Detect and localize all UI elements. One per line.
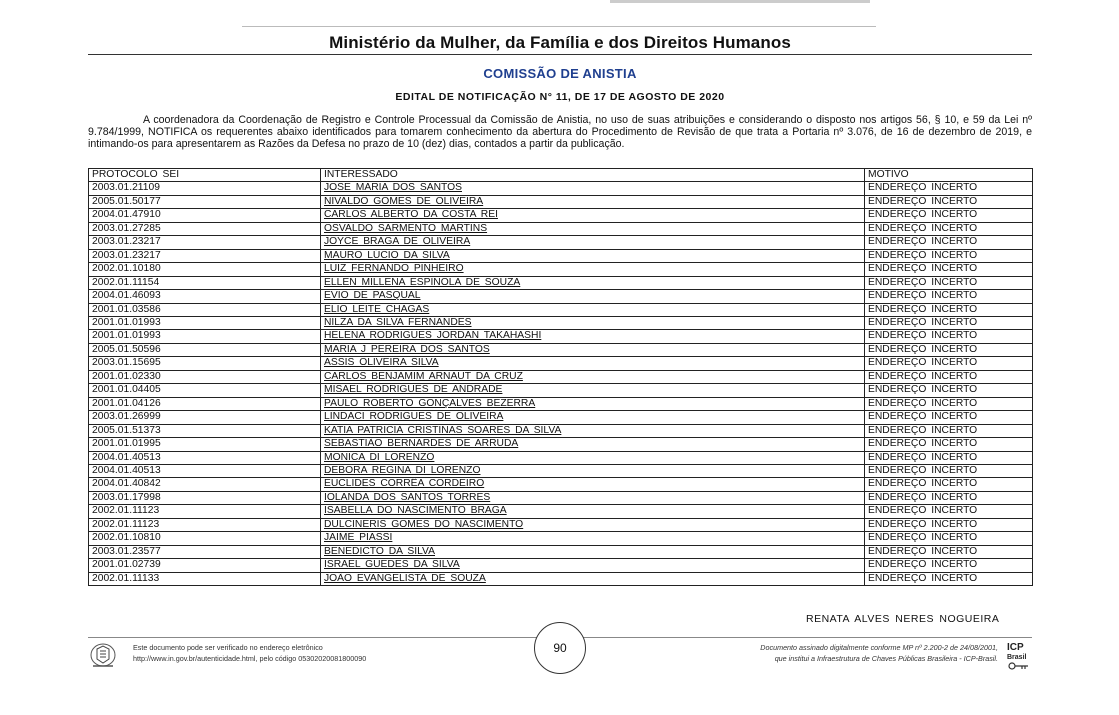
protocolo-cell: 2001.01.02330 bbox=[89, 370, 321, 383]
table-row bbox=[89, 572, 1033, 585]
notice-paragraph: A coordenadora da Coordenação de Registro e Controle Processual da Comissão de Anistia, no uso de suas atribuições e considerando o disposto nos artigos 56, § 10, e 59 da Lei nº 9.784/1999, NOTIFICA os requerentes abaixo identificados para tomarem conhecimento da abertura do Procedimento de Revisão de que trata a Portaria nº 3.076, de 16 de dezembro de 2019, e intimando-os para apresentarem as Razões da Defesa no prazo de 10 (dez) dias, contados a partir da publicação. bbox=[88, 114, 1032, 151]
motivo-cell: ENDEREÇO INCERTO bbox=[865, 451, 1033, 464]
motivo-cell: ENDEREÇO INCERTO bbox=[865, 572, 1033, 585]
motivo-cell: ENDEREÇO INCERTO bbox=[865, 222, 1033, 235]
protocolo-cell: 2003.01.23577 bbox=[89, 545, 321, 558]
table-row bbox=[89, 532, 1033, 545]
motivo-cell: ENDEREÇO INCERTO bbox=[865, 559, 1033, 572]
protocolo-cell: 2002.01.10810 bbox=[89, 532, 321, 545]
motivo-cell: ENDEREÇO INCERTO bbox=[865, 478, 1033, 491]
interessado-cell: ELIO LEITE CHAGAS bbox=[321, 303, 865, 316]
motivo-cell: ENDEREÇO INCERTO bbox=[865, 424, 1033, 437]
protocolo-cell: 2005.01.51373 bbox=[89, 424, 321, 437]
protocolo-cell: 2004.01.40513 bbox=[89, 451, 321, 464]
interessado-cell: DULCINERIS GOMES DO NASCIMENTO bbox=[321, 518, 865, 531]
verification-note bbox=[133, 642, 366, 664]
table-row bbox=[89, 263, 1033, 276]
interessado-cell: ELLEN MILLENA ESPINOLA DE SOUZA bbox=[321, 276, 865, 289]
interessado-cell: ISABELLA DO NASCIMENTO BRAGA bbox=[321, 505, 865, 518]
table-row bbox=[89, 182, 1033, 195]
table-row bbox=[89, 559, 1033, 572]
table-row bbox=[89, 505, 1033, 518]
protocolo-cell: 2001.01.01993 bbox=[89, 316, 321, 329]
header-protocolo: PROTOCOLO SEI bbox=[89, 169, 321, 182]
icp-brasil-key-icon bbox=[1006, 640, 1036, 672]
interessado-cell: SEBASTIÃO BERNARDES DE ARRUDA bbox=[321, 438, 865, 451]
table-header-row bbox=[89, 169, 1033, 182]
motivo-cell: ENDEREÇO INCERTO bbox=[865, 505, 1033, 518]
motivo-cell: ENDEREÇO INCERTO bbox=[865, 276, 1033, 289]
motivo-cell: ENDEREÇO INCERTO bbox=[865, 545, 1033, 558]
edital-title: EDITAL DE NOTIFICAÇÃO N° 11, DE 17 DE AGOSTO DE 2020 bbox=[395, 91, 725, 103]
table-row bbox=[89, 478, 1033, 491]
interessado-cell: JOSE MARIA DOS SANTOS bbox=[321, 182, 865, 195]
table-row bbox=[89, 209, 1033, 222]
motivo-cell: ENDEREÇO INCERTO bbox=[865, 249, 1033, 262]
protocolo-cell: 2001.01.04126 bbox=[89, 397, 321, 410]
header-motivo: MOTIVO bbox=[865, 169, 1033, 182]
table-row bbox=[89, 464, 1033, 477]
interessado-cell: IOLANDA DOS SANTOS TORRES bbox=[321, 491, 865, 504]
table-row bbox=[89, 236, 1033, 249]
protocolo-cell: 2002.01.10180 bbox=[89, 263, 321, 276]
motivo-cell: ENDEREÇO INCERTO bbox=[865, 518, 1033, 531]
protocolo-cell: 2003.01.17998 bbox=[89, 491, 321, 504]
table-row bbox=[89, 397, 1033, 410]
interessado-cell: OSVALDO SARMENTO MARTINS bbox=[321, 222, 865, 235]
motivo-cell: ENDEREÇO INCERTO bbox=[865, 290, 1033, 303]
table-row bbox=[89, 303, 1033, 316]
svg-text:Brasil: Brasil bbox=[1007, 654, 1027, 661]
table-row bbox=[89, 357, 1033, 370]
table-body bbox=[89, 169, 1033, 586]
table-row bbox=[89, 370, 1033, 383]
interessado-cell: JAIME PIASSI bbox=[321, 532, 865, 545]
protocolo-cell: 2004.01.46093 bbox=[89, 290, 321, 303]
motivo-cell: ENDEREÇO INCERTO bbox=[865, 384, 1033, 397]
signature-line-2: que institui a Infraestrutura de Chaves Públicas Brasileira - ICP-Brasil. bbox=[774, 654, 998, 663]
interessado-cell: ASSIS OLIVEIRA SILVA bbox=[321, 357, 865, 370]
interessado-cell: PAULO ROBERTO GONÇALVES BEZERRA bbox=[321, 397, 865, 410]
imprensa-nacional-emblem-icon bbox=[88, 642, 118, 670]
motivo-cell: ENDEREÇO INCERTO bbox=[865, 438, 1033, 451]
table-row bbox=[89, 545, 1033, 558]
motivo-cell: ENDEREÇO INCERTO bbox=[865, 397, 1033, 410]
motivo-cell: ENDEREÇO INCERTO bbox=[865, 464, 1033, 477]
ministry-title: Ministério da Mulher, da Família e dos Direitos Humanos bbox=[329, 33, 791, 52]
protocolo-cell: 2001.01.04405 bbox=[89, 384, 321, 397]
top-divider bbox=[242, 26, 876, 27]
table-row bbox=[89, 518, 1033, 531]
protocolo-cell: 2003.01.27285 bbox=[89, 222, 321, 235]
table-row bbox=[89, 222, 1033, 235]
header-interessado: INTERESSADO bbox=[321, 169, 865, 182]
motivo-cell: ENDEREÇO INCERTO bbox=[865, 330, 1033, 343]
protocolo-cell: 2003.01.21109 bbox=[89, 182, 321, 195]
protocolo-cell: 2002.01.11123 bbox=[89, 518, 321, 531]
commission-title: COMISSÃO DE ANISTIA bbox=[483, 66, 637, 81]
interessado-cell: KATIA PATRICIA CRISTINAS SOARES DA SILVA bbox=[321, 424, 865, 437]
motivo-cell: ENDEREÇO INCERTO bbox=[865, 316, 1033, 329]
interessado-cell: JOYCE BRAGA DE OLIVEIRA bbox=[321, 236, 865, 249]
table-row bbox=[89, 249, 1033, 262]
interessado-cell: NILZA DA SILVA FERNANDES bbox=[321, 316, 865, 329]
title-rule bbox=[88, 54, 1032, 55]
motivo-cell: ENDEREÇO INCERTO bbox=[865, 370, 1033, 383]
motivo-cell: ENDEREÇO INCERTO bbox=[865, 209, 1033, 222]
table-row bbox=[89, 290, 1033, 303]
interessado-cell: CARLOS ALBERTO DA COSTA REI bbox=[321, 209, 865, 222]
protocolo-cell: 2003.01.23217 bbox=[89, 236, 321, 249]
table-row bbox=[89, 411, 1033, 424]
svg-text:ICP: ICP bbox=[1007, 642, 1024, 653]
interessado-cell: DEBORA REGINA DI LORENZO bbox=[321, 464, 865, 477]
interessado-cell: HELENA RODRIGUES JORDAN TAKAHASHI bbox=[321, 330, 865, 343]
table-row bbox=[89, 195, 1033, 208]
motivo-cell: ENDEREÇO INCERTO bbox=[865, 303, 1033, 316]
interessado-cell: NIVALDO GOMES DE OLIVEIRA bbox=[321, 195, 865, 208]
motivo-cell: ENDEREÇO INCERTO bbox=[865, 263, 1033, 276]
protocolo-cell: 2004.01.40842 bbox=[89, 478, 321, 491]
table-row bbox=[89, 491, 1033, 504]
interessado-cell: JOÃO EVANGELISTA DE SOUZA bbox=[321, 572, 865, 585]
interessado-cell: EUCLIDES CORRÊA CORDEIRO bbox=[321, 478, 865, 491]
page-number: 90 bbox=[534, 622, 586, 674]
interessado-cell: ISRAEL GUEDES DA SILVA bbox=[321, 559, 865, 572]
table-row bbox=[89, 276, 1033, 289]
interessado-cell: CARLOS BENJAMIM ARNAUT DA CRUZ bbox=[321, 370, 865, 383]
table-row bbox=[89, 438, 1033, 451]
motivo-cell: ENDEREÇO INCERTO bbox=[865, 357, 1033, 370]
table-row bbox=[89, 343, 1033, 356]
interessado-cell: MISAEL RODRIGUES DE ANDRADE bbox=[321, 384, 865, 397]
interessado-cell: LINDACI RODRIGUES DE OLIVEIRA bbox=[321, 411, 865, 424]
table-row bbox=[89, 451, 1033, 464]
interessado-cell: BENEDICTO DA SILVA bbox=[321, 545, 865, 558]
protocolo-cell: 2003.01.15695 bbox=[89, 357, 321, 370]
motivo-cell: ENDEREÇO INCERTO bbox=[865, 182, 1033, 195]
protocolo-cell: 2001.01.01993 bbox=[89, 330, 321, 343]
interessado-cell: MARIA J PEREIRA DOS SANTOS bbox=[321, 343, 865, 356]
digital-signature-note bbox=[640, 642, 998, 664]
protocolo-cell: 2001.01.01995 bbox=[89, 438, 321, 451]
table-row bbox=[89, 330, 1033, 343]
signature-line-1: Documento assinado digitalmente conforme MP nº 2.200-2 de 24/08/2001, bbox=[760, 643, 998, 652]
motivo-cell: ENDEREÇO INCERTO bbox=[865, 195, 1033, 208]
interessado-cell: LUIZ FERNANDO PINHEIRO bbox=[321, 263, 865, 276]
protocolo-cell: 2002.01.11154 bbox=[89, 276, 321, 289]
protocolo-cell: 2002.01.11133 bbox=[89, 572, 321, 585]
verification-url-line: http://www.in.gov.br/autenticidade.html, pelo código 05302020081800090 bbox=[133, 654, 367, 663]
table-row bbox=[89, 384, 1033, 397]
motivo-cell: ENDEREÇO INCERTO bbox=[865, 236, 1033, 249]
protocolo-cell: 2004.01.40513 bbox=[89, 464, 321, 477]
protocolo-cell: 2003.01.23217 bbox=[89, 249, 321, 262]
protocolo-cell: 2005.01.50596 bbox=[89, 343, 321, 356]
requerentes-table bbox=[88, 168, 1033, 586]
table-row bbox=[89, 316, 1033, 329]
protocolo-cell: 2002.01.11123 bbox=[89, 505, 321, 518]
protocolo-cell: 2001.01.03586 bbox=[89, 303, 321, 316]
motivo-cell: ENDEREÇO INCERTO bbox=[865, 411, 1033, 424]
motivo-cell: ENDEREÇO INCERTO bbox=[865, 491, 1033, 504]
verification-line-1: Este documento pode ser verificado no endereço eletrônico bbox=[133, 643, 323, 652]
interessado-cell: MAURO LÚCIO DA SILVA bbox=[321, 249, 865, 262]
table-row bbox=[89, 424, 1033, 437]
signer-name: RENATA ALVES NERES NOGUEIRA bbox=[806, 613, 1000, 625]
top-cropped-text-fragment bbox=[610, 0, 870, 3]
motivo-cell: ENDEREÇO INCERTO bbox=[865, 343, 1033, 356]
protocolo-cell: 2003.01.26999 bbox=[89, 411, 321, 424]
protocolo-cell: 2004.01.47910 bbox=[89, 209, 321, 222]
interessado-cell: MONICA DI LORENZO bbox=[321, 451, 865, 464]
protocolo-cell: 2001.01.02739 bbox=[89, 559, 321, 572]
protocolo-cell: 2005.01.50177 bbox=[89, 195, 321, 208]
interessado-cell: EVIO DE PASQUAL bbox=[321, 290, 865, 303]
motivo-cell: ENDEREÇO INCERTO bbox=[865, 532, 1033, 545]
